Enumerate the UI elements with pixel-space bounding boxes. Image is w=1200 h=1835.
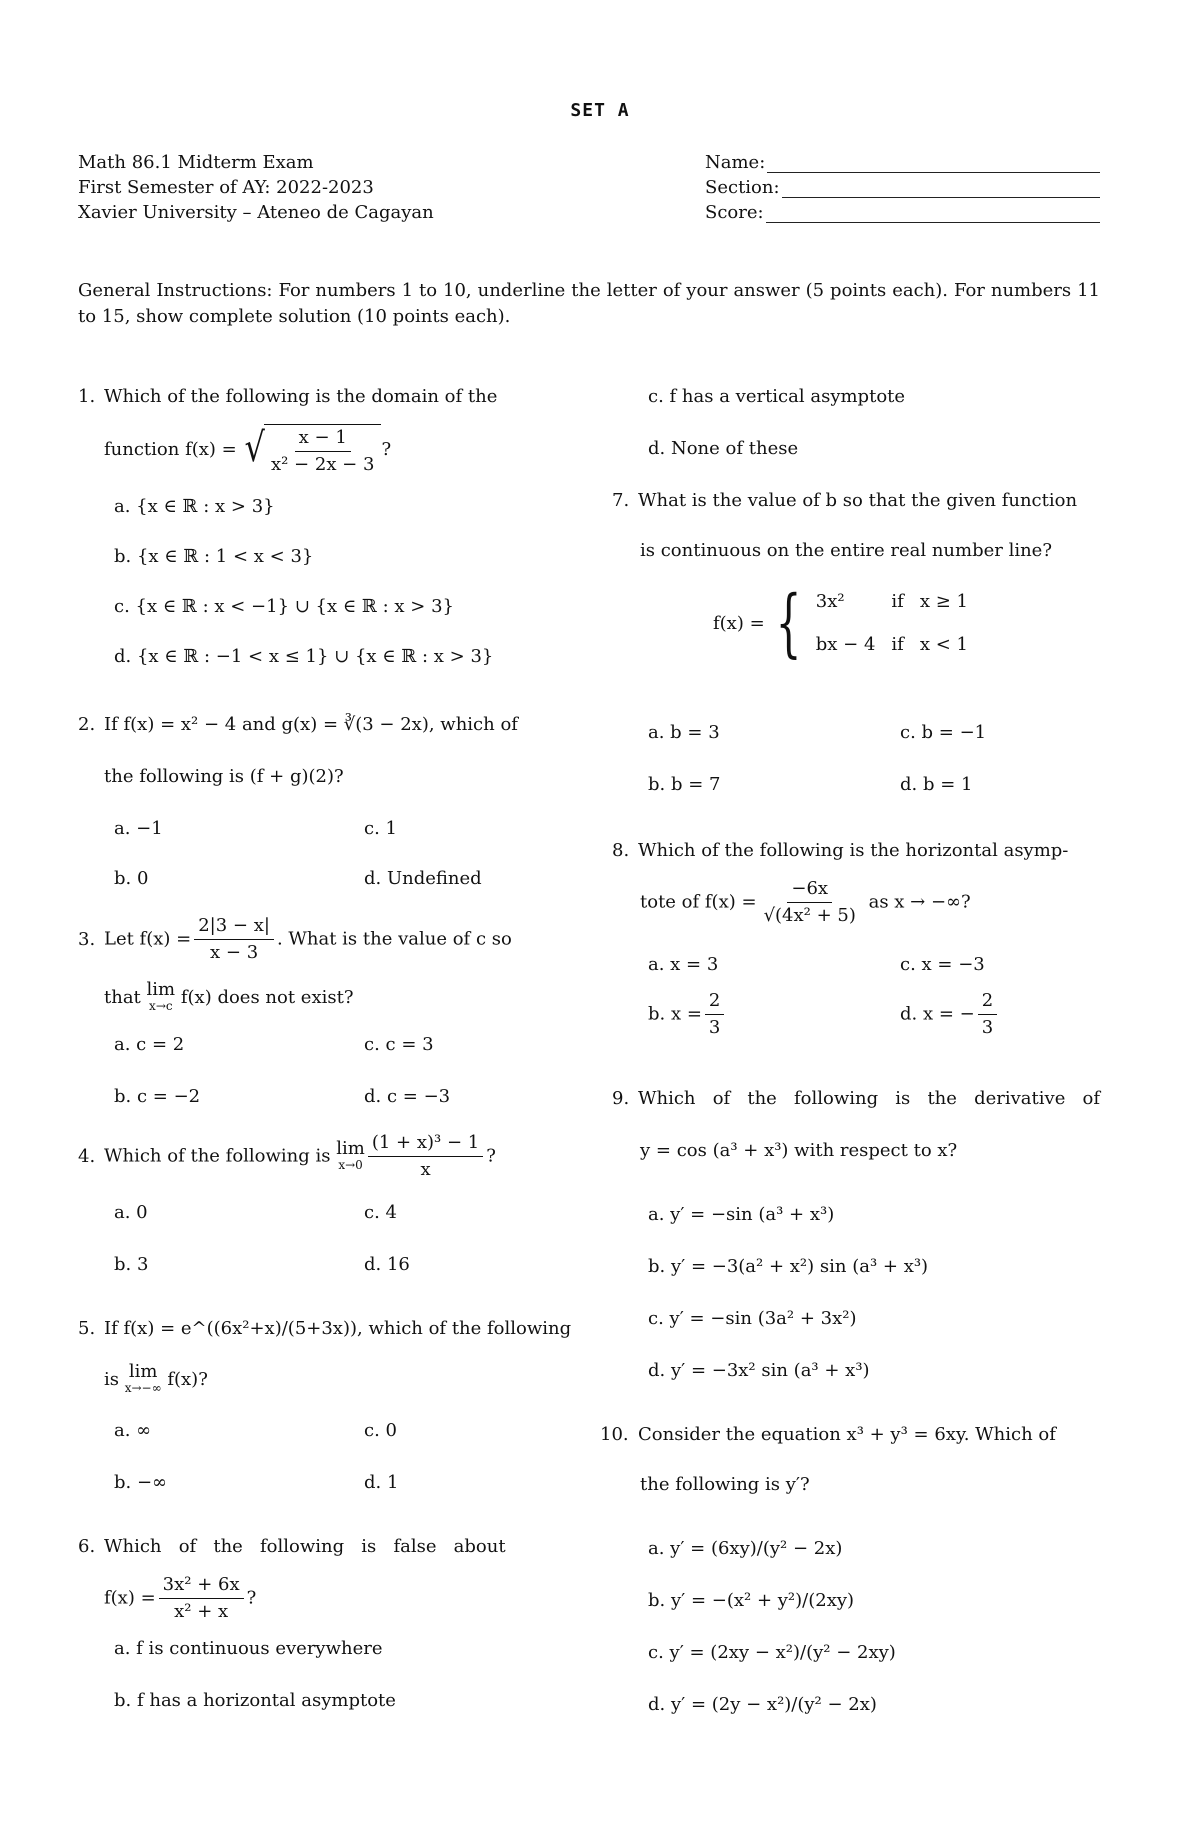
sqrt-symbol: √ $\frac{x - 1}{\text{x² − 2x − 3}}$ — [242, 424, 381, 476]
q10-option-a[interactable]: a. y′ = (6xy)/(y² − 2x) — [648, 1538, 843, 1559]
section-line[interactable] — [782, 177, 1100, 198]
q6-function: f(x) = $\frac{\text{3x² + 6x}}{\text{x² + x}}$ ? — [104, 1574, 257, 1622]
general-instructions: General Instructions: For numbers 1 to 10, underline the letter of your answer (5 points each). For numbers 11 to 15, show complete solution (10 points each). — [78, 280, 1100, 327]
q3-stem-2: that lim x→c f(x) does not exist? — [104, 979, 354, 1013]
set-label: SET A — [570, 100, 630, 121]
section-field[interactable] — [705, 177, 1100, 198]
q5-stem: 5. If f(x) = e^((6x²+x)/(5+3x)), which of the following — [78, 1318, 572, 1339]
q4-option-b[interactable]: b. 3 — [114, 1254, 149, 1275]
q1-option-d[interactable]: d. {x ∈ ℝ : −1 < x ≤ 1} ∪ {x ∈ ℝ : x > 3} — [114, 646, 494, 667]
name-line[interactable] — [767, 152, 1100, 173]
q3-option-d[interactable]: d. c = −3 — [364, 1086, 451, 1107]
q8-function: tote of f(x) = $\frac{-6x}{\text{√(4x² + 5)}}$ as x → −∞? — [640, 878, 971, 926]
q1-option-b[interactable]: b. {x ∈ ℝ : 1 < x < 3} — [114, 546, 314, 567]
q7-option-a[interactable]: a. b = 3 — [648, 722, 720, 743]
q2-option-d[interactable]: d. Undefined — [364, 868, 482, 889]
q2-option-c[interactable]: c. 1 — [364, 818, 397, 839]
q9-option-c[interactable]: c. y′ = −sin (3a² + 3x²) — [648, 1308, 857, 1329]
q9-option-d[interactable]: d. y′ = −3x² sin (a³ + x³) — [648, 1360, 870, 1381]
q6-option-c[interactable]: c. f has a vertical asymptote — [648, 386, 906, 407]
q10-option-d[interactable]: d. y′ = (2y − x²)/(y² − 2x) — [648, 1694, 877, 1715]
q8-option-c[interactable]: c. x = −3 — [900, 954, 985, 975]
name-field[interactable] — [705, 152, 1100, 173]
q1-stem: 1. Which of the following is the domain of the — [78, 386, 498, 407]
q7-option-b[interactable]: b. b = 7 — [648, 774, 721, 795]
q7-option-c[interactable]: c. b = −1 — [900, 722, 987, 743]
q5-option-d[interactable]: d. 1 — [364, 1472, 399, 1493]
q5-stem-2: is lim x→−∞ f(x)? — [104, 1361, 208, 1395]
q1-function: function f(x) = √ $\frac{x - 1}{\text{x² − 2x − 3}}$ ? — [104, 425, 392, 475]
section-label: Section: — [705, 177, 780, 198]
q1-option-a[interactable]: a. {x ∈ ℝ : x > 3} — [114, 496, 275, 517]
q6-option-b[interactable]: b. f has a horizontal asymptote — [114, 1690, 396, 1711]
q9-stem-2: y = cos (a³ + x³) with respect to x? — [640, 1140, 958, 1161]
q7-stem: 7. What is the value of b so that the given function — [612, 490, 1078, 511]
q7-option-d[interactable]: d. b = 1 — [900, 774, 973, 795]
q3-option-b[interactable]: b. c = −2 — [114, 1086, 201, 1107]
name-label: Name: — [705, 152, 766, 173]
score-line[interactable] — [766, 202, 1100, 223]
q8-option-a[interactable]: a. x = 3 — [648, 954, 719, 975]
q10-option-c[interactable]: c. y′ = (2xy − x²)/(y² − 2xy) — [648, 1642, 896, 1663]
q3-option-a[interactable]: a. c = 2 — [114, 1034, 185, 1055]
q2-option-a[interactable]: a. −1 — [114, 818, 163, 839]
q7-stem-2: is continuous on the entire real number line? — [640, 540, 1052, 561]
q10-option-b[interactable]: b. y′ = −(x² + y²)/(2xy) — [648, 1590, 855, 1611]
q6-option-a[interactable]: a. f is continuous everywhere — [114, 1638, 383, 1659]
q2-stem-2: the following is (f + g)(2)? — [104, 766, 344, 787]
q9-option-a[interactable]: a. y′ = −sin (a³ + x³) — [648, 1204, 835, 1225]
q3-stem: 3. Let f(x) = $\frac{2|3 - x|}{x - 3}$ . What is the value of c so — [78, 915, 512, 963]
q1-option-c[interactable]: c. {x ∈ ℝ : x < −1} ∪ {x ∈ ℝ : x > 3} — [114, 596, 454, 617]
q2-option-b[interactable]: b. 0 — [114, 868, 149, 889]
school-name: Xavier University – Ateneo de Cagayan — [78, 202, 434, 223]
q7-piecewise: f(x) = { 3x² if x ≥ 1 bx − 4 if x < 1 — [713, 580, 968, 666]
brace-symbol: { — [775, 580, 802, 666]
q8-option-d[interactable]: d. x = − $\frac{2}{3}$ — [900, 990, 1000, 1039]
q6-option-d[interactable]: d. None of these — [648, 438, 799, 459]
q10-stem: 10. Consider the equation x³ + y³ = 6xy. Which of — [600, 1424, 1056, 1445]
semester: First Semester of AY: 2022-2023 — [78, 177, 374, 198]
q4-option-a[interactable]: a. 0 — [114, 1202, 148, 1223]
score-field[interactable] — [705, 202, 1100, 223]
q2-stem: 2. If f(x) = x² − 4 and g(x) = ∛(3 − 2x), which of — [78, 714, 518, 735]
q9-stem: 9. Which of the following is the derivative of — [612, 1088, 1101, 1109]
q5-option-b[interactable]: b. −∞ — [114, 1472, 168, 1493]
course-title: Math 86.1 Midterm Exam — [78, 152, 314, 173]
score-label: Score: — [705, 202, 764, 223]
q3-option-c[interactable]: c. c = 3 — [364, 1034, 434, 1055]
q4-option-c[interactable]: c. 4 — [364, 1202, 397, 1223]
q9-option-b[interactable]: b. y′ = −3(a² + x²) sin (a³ + x³) — [648, 1256, 929, 1277]
q4-option-d[interactable]: d. 16 — [364, 1254, 410, 1275]
q6-stem: 6. Which of the following is false about — [78, 1536, 506, 1557]
q8-option-b[interactable]: b. x = $\frac{2}{3}$ — [648, 990, 727, 1039]
q5-option-a[interactable]: a. ∞ — [114, 1420, 152, 1441]
q10-stem-2: the following is y′? — [640, 1474, 810, 1495]
q4-stem: 4. Which of the following is lim x→0 $\frac{\text{(1 + x)³ − 1}}{x}$ ? — [78, 1132, 496, 1180]
q5-option-c[interactable]: c. 0 — [364, 1420, 397, 1441]
q8-stem: 8. Which of the following is the horizontal asymp- — [612, 840, 1069, 861]
